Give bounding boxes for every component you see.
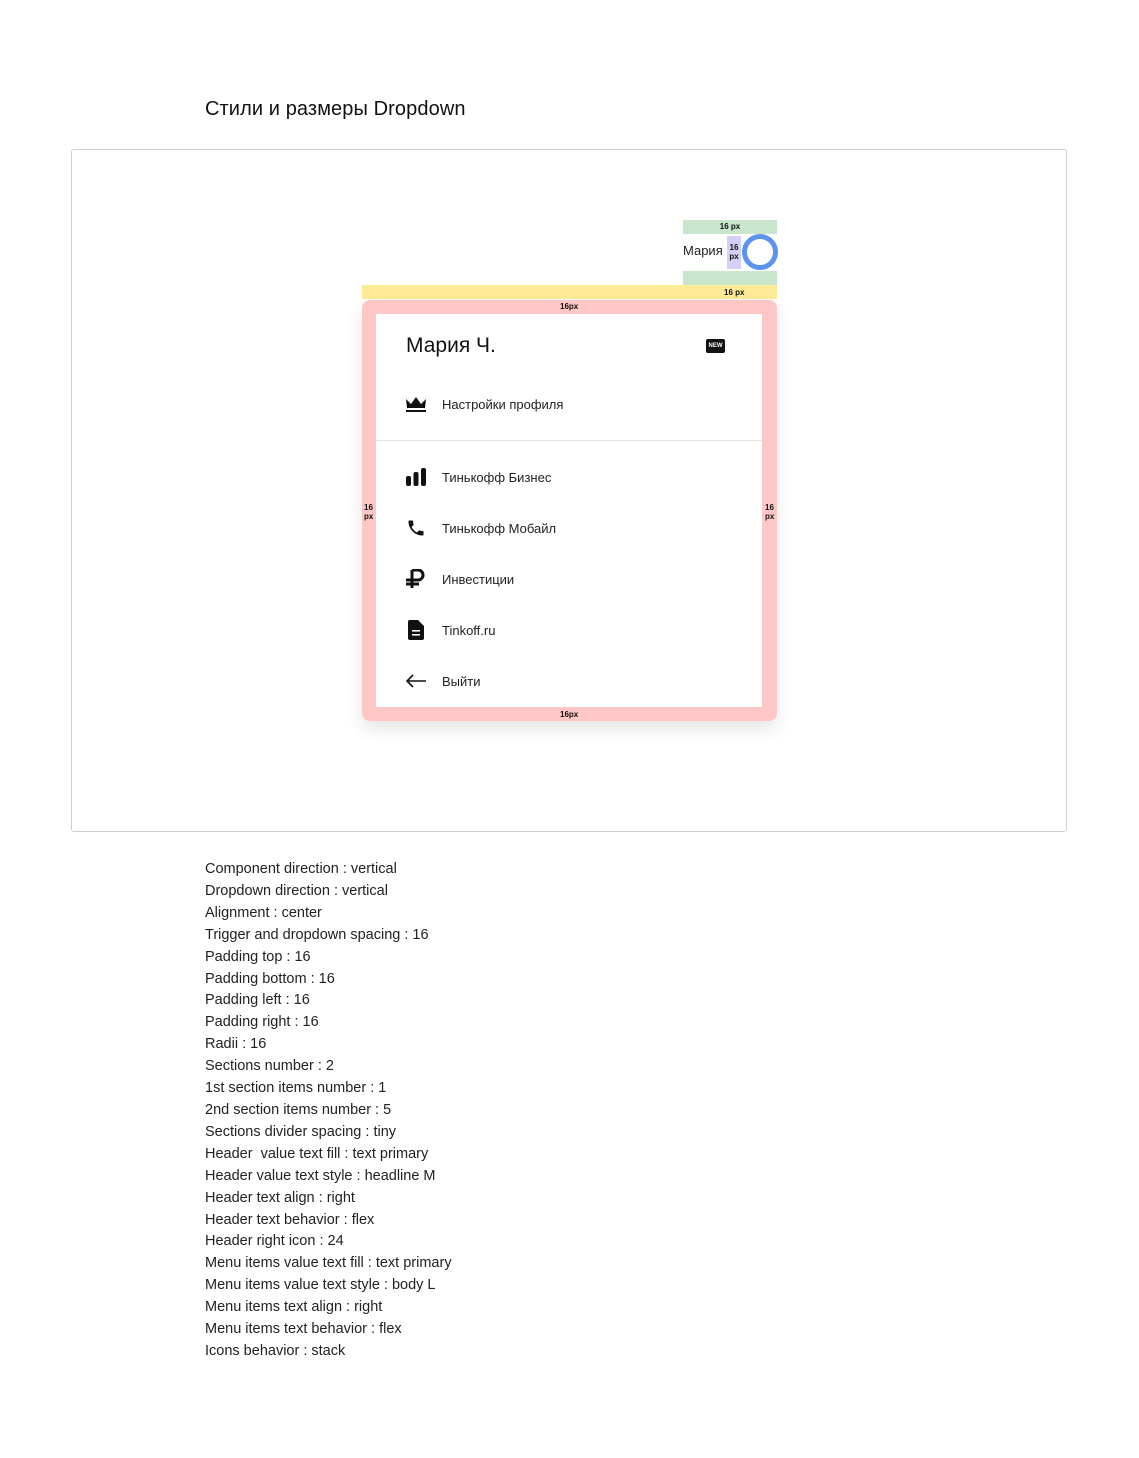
component-properties [205,859,452,1363]
property-line: Menu items text behavior : flex [205,1321,402,1338]
property-line: Header value text fill : text primary [205,1145,429,1162]
property-line: Padding top : 16 [205,948,311,965]
property-line: 1st section items number : 1 [205,1080,387,1097]
property-line: Dropdown direction : vertical [205,882,388,899]
padding-label-left-value: 16 [364,503,373,512]
menu-item-logout[interactable] [404,664,744,698]
arrow-left-icon [404,669,428,693]
property-line: Menu items value text style : body L [205,1277,436,1294]
bar-chart-icon [404,465,428,489]
padding-label-bottom: 16px [560,710,579,719]
avatar[interactable] [742,234,778,270]
trigger-name[interactable]: Мария [683,243,723,258]
padding-label-right-value: 16 [765,503,774,512]
trigger-dropdown-spacing-marker [362,285,777,299]
property-line: Menu items value text fill : text primary [205,1255,452,1272]
menu-item-label: Выйти [442,673,481,689]
menu-item-label: Тинькофф Бизнес [442,469,552,485]
page-title: Стили и размеры Dropdown [205,98,466,120]
padding-label-left [364,503,373,521]
menu-item-label: Tinkoff.ru [442,622,496,638]
property-line: Padding bottom : 16 [205,970,335,987]
phone-icon [404,516,428,540]
property-line: Padding right : 16 [205,1014,319,1031]
menu-item-profile-settings[interactable] [404,387,744,421]
menu-item-label: Настройки профиля [442,396,564,412]
spacing-label-gap-value: 16 [729,243,739,252]
padding-label-top: 16px [560,302,579,311]
property-line: Header text behavior : flex [205,1211,375,1228]
menu-item-label: Инвестиции [442,571,515,587]
property-line: Trigger and dropdown spacing : 16 [205,926,429,943]
property-line: Header text align : right [205,1189,355,1206]
crown-icon [404,392,428,416]
spacing-label-gap-unit: px [729,252,739,261]
dropdown-header: Мария Ч. [406,334,496,357]
property-line: Radii : 16 [205,1036,267,1053]
ruble-icon [404,567,428,591]
padding-label-left-unit: px [364,512,374,521]
property-line: Padding left : 16 [205,992,310,1009]
menu-item-investments[interactable] [404,562,744,596]
padding-label-right-unit: px [765,512,775,521]
property-line: Header value text style : headline M [205,1167,436,1184]
new-badge-icon: NEW [706,339,725,353]
menu-item-tinkoff-ru[interactable] [404,613,744,647]
property-line: 2nd section items number : 5 [205,1101,392,1118]
property-line: Icons behavior : stack [205,1342,346,1359]
padding-label-right [765,503,774,521]
property-line: Menu items text align : right [205,1299,383,1316]
spacing-marker-bottom [683,271,777,285]
menu-item-business[interactable] [404,460,744,494]
menu-item-label: Тинькофф Мобайл [442,520,557,536]
spacing-label-bottom: 16 px [724,288,745,297]
spacing-label-gap [727,243,741,261]
property-line: Sections number : 2 [205,1058,334,1075]
property-line: Component direction : vertical [205,861,397,877]
spacing-label-top: 16 px [719,222,741,231]
property-line: Header right icon : 24 [205,1233,344,1250]
property-line: Alignment : center [205,904,322,921]
section-divider [376,440,762,441]
menu-item-mobile[interactable] [404,511,744,545]
property-line: Sections divider spacing : tiny [205,1123,397,1140]
document-icon [404,618,428,642]
